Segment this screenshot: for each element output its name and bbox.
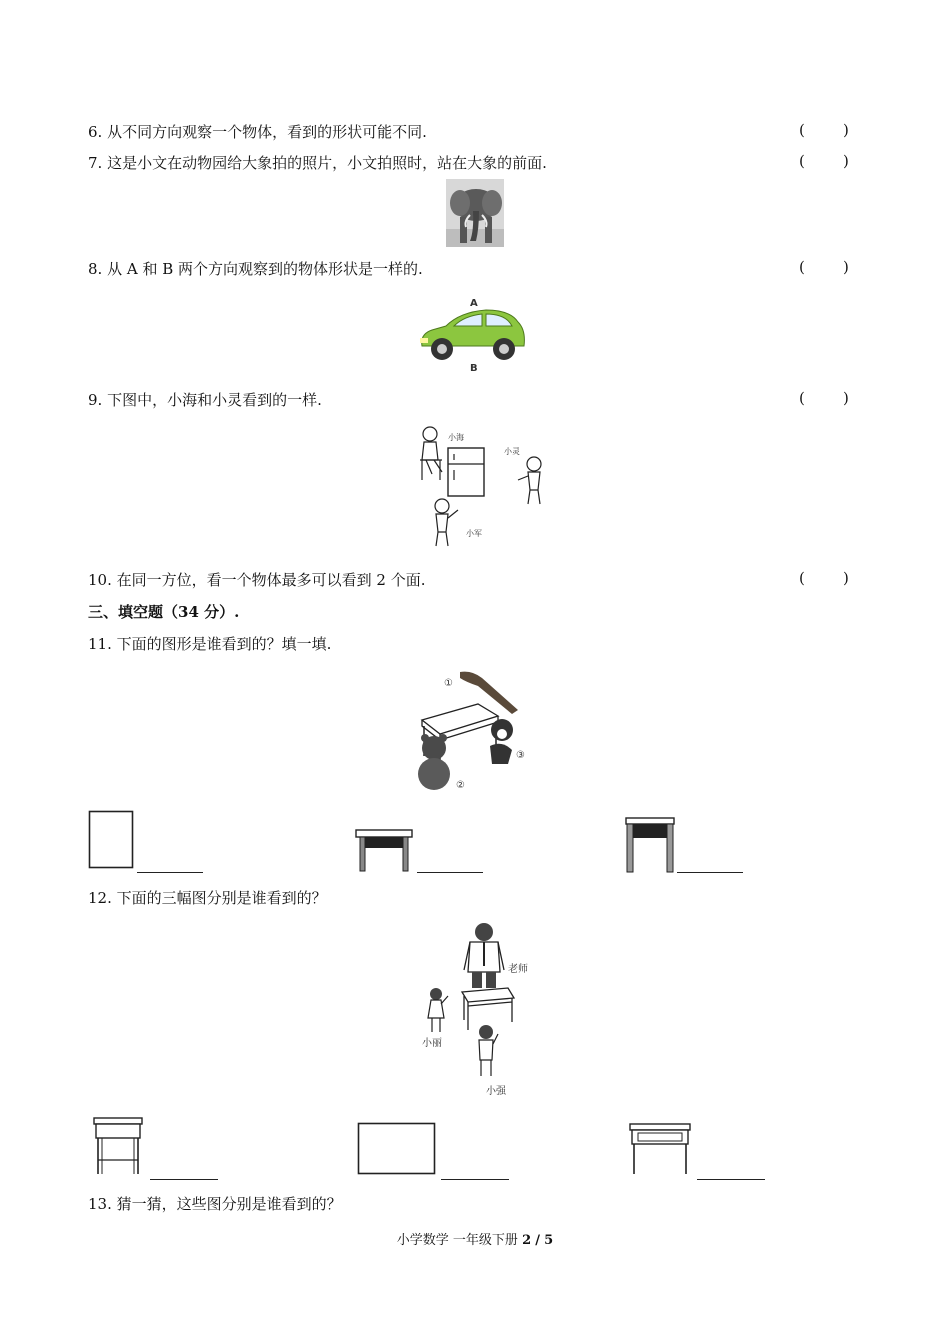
answer-blank-12-2[interactable] <box>441 1179 509 1180</box>
question-6: 6. 从不同方向观察一个物体，看到的形状可能不同. <box>88 123 427 141</box>
question-8: 8. 从 A 和 B 两个方向观察到的物体形状是一样的. <box>88 260 423 278</box>
section-3-title: 三、填空题（34 分）. <box>88 603 240 621</box>
question-7: 7. 这是小文在动物园给大象拍的照片，小文拍照时，站在大象的前面. <box>88 154 547 172</box>
footer-page-number: 2 <box>522 1233 532 1248</box>
page-footer <box>0 1229 950 1248</box>
view-desk-front-figure <box>628 1122 692 1176</box>
fridge-scene-figure <box>412 424 552 556</box>
car-figure <box>416 294 530 374</box>
answer-bracket-9[interactable]: ( ) <box>799 389 849 407</box>
label-num-2: ② <box>456 780 465 791</box>
question-10: 10. 在同一方位，看一个物体最多可以看到 2 个面. <box>88 571 426 589</box>
label-xiaoli: 小丽 <box>422 1038 442 1049</box>
label-num-3: ③ <box>516 750 525 761</box>
car-label-b: B <box>470 363 478 374</box>
footer-page-total: 5 <box>544 1233 554 1248</box>
view-desk-top-figure <box>357 1122 437 1176</box>
answer-bracket-6[interactable]: ( ) <box>799 121 849 139</box>
footer-subject: 小学数学 一年级下册 <box>396 1233 518 1248</box>
question-9: 9. 下图中，小海和小灵看到的一样. <box>88 391 322 409</box>
footer-separator: / <box>535 1233 541 1248</box>
label-xiaojun: 小军 <box>466 529 482 538</box>
answer-blank-11-2[interactable] <box>417 872 483 873</box>
answer-blank-11-1[interactable] <box>137 872 203 873</box>
answer-blank-11-3[interactable] <box>677 872 743 873</box>
table-animals-figure <box>412 664 530 794</box>
label-num-1: ① <box>444 678 453 689</box>
label-xiaoling: 小灵 <box>504 447 520 456</box>
elephant-photo <box>446 179 504 247</box>
teacher-desk-figure <box>418 922 542 1098</box>
view-table-front-figure <box>354 828 414 874</box>
question-11: 11. 下面的图形是谁看到的？填一填. <box>88 635 332 653</box>
view-table-side-figure <box>624 816 676 874</box>
view-desk-side-figure <box>92 1116 146 1176</box>
answer-blank-12-1[interactable] <box>150 1179 218 1180</box>
question-13: 13. 猜一猜，这些图分别是谁看到的？ <box>88 1195 342 1213</box>
answer-bracket-7[interactable]: ( ) <box>799 152 849 170</box>
label-xiaohai: 小海 <box>448 433 464 442</box>
label-teacher: 老师 <box>508 964 528 975</box>
view-rectangle-figure <box>88 810 136 870</box>
car-label-a: A <box>470 298 478 309</box>
answer-blank-12-3[interactable] <box>697 1179 765 1180</box>
question-12: 12. 下面的三幅图分别是谁看到的？ <box>88 889 327 907</box>
label-xiaoqiang: 小强 <box>486 1086 506 1097</box>
answer-bracket-8[interactable]: ( ) <box>799 258 849 276</box>
answer-bracket-10[interactable]: ( ) <box>799 569 849 587</box>
